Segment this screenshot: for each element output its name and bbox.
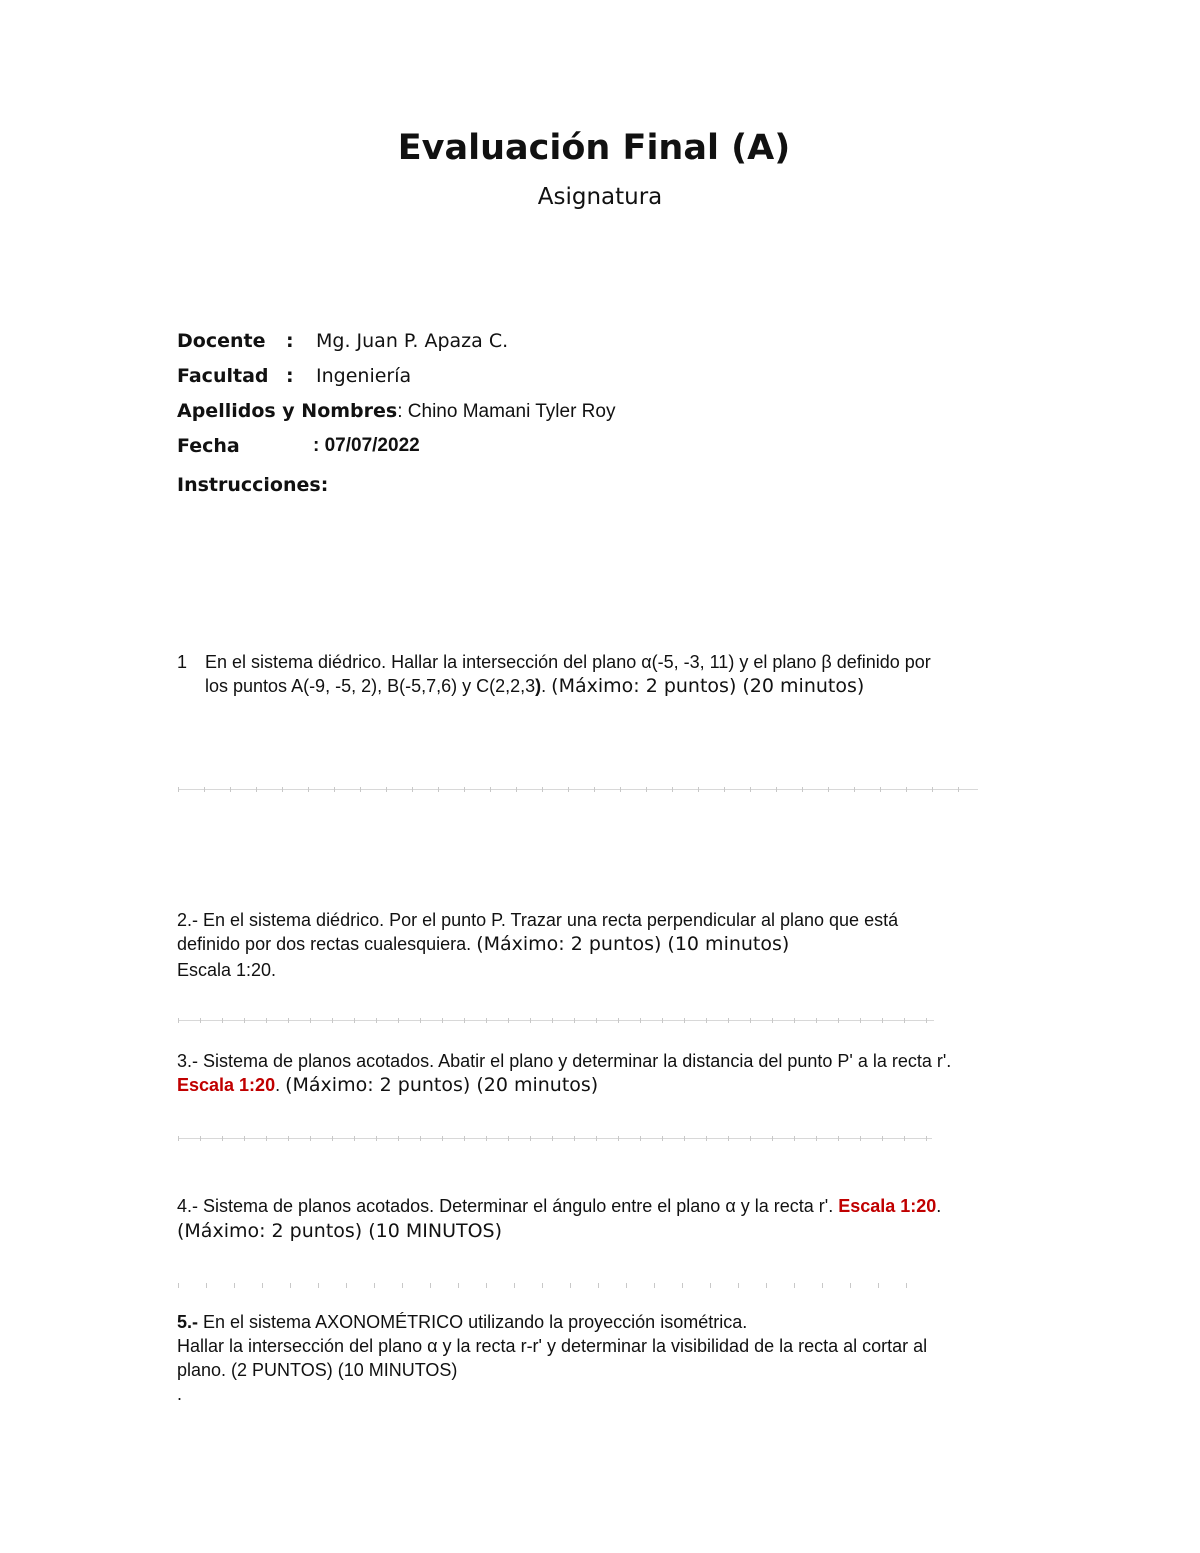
line-tick	[618, 1018, 619, 1023]
facultad-row	[177, 364, 269, 389]
line-tick	[490, 787, 491, 792]
line-tick	[766, 1283, 767, 1288]
line-tick	[860, 1136, 861, 1141]
answer-line	[178, 789, 978, 790]
fecha-row	[177, 434, 240, 459]
line-tick	[230, 787, 231, 792]
line-tick	[508, 1018, 509, 1023]
line-tick	[640, 1018, 641, 1023]
q3-line2: Escala 1:20. (Máximo: 2 puntos) (20 minutos)	[177, 1074, 599, 1096]
line-tick	[828, 787, 829, 792]
q4-scale: Escala 1:20	[838, 1196, 937, 1216]
line-tick	[398, 1018, 399, 1023]
line-tick	[244, 1018, 245, 1023]
line-tick	[906, 787, 907, 792]
line-tick	[596, 1018, 597, 1023]
line-tick	[646, 787, 647, 792]
line-tick	[570, 1283, 571, 1288]
line-tick	[354, 1136, 355, 1141]
line-tick	[438, 787, 439, 792]
line-tick	[442, 1136, 443, 1141]
line-tick	[464, 787, 465, 792]
line-tick	[882, 1136, 883, 1141]
line-tick	[552, 1136, 553, 1141]
line-tick	[724, 787, 725, 792]
line-tick	[412, 787, 413, 792]
line-tick	[838, 1136, 839, 1141]
line-tick	[682, 1283, 683, 1288]
line-tick	[568, 787, 569, 792]
line-tick	[310, 1018, 311, 1023]
line-tick	[244, 1136, 245, 1141]
q2-points: (Máximo: 2 puntos) (10 minutos)	[476, 933, 790, 955]
q1-line1: En el sistema diédrico. Hallar la intersección del plano α(-5, -3, 11) y el plano β definido por	[205, 652, 931, 672]
line-tick	[308, 787, 309, 792]
line-tick	[728, 1136, 729, 1141]
line-tick	[204, 787, 205, 792]
line-tick	[880, 787, 881, 792]
line-tick	[794, 1283, 795, 1288]
fecha-value: : 07/07/2022	[313, 435, 420, 456]
line-tick	[750, 1018, 751, 1023]
line-tick	[904, 1018, 905, 1023]
instrucciones-heading: Instrucciones:	[177, 474, 329, 496]
line-tick	[710, 1283, 711, 1288]
q4-points: (Máximo: 2 puntos) (10 MINUTOS)	[177, 1220, 503, 1242]
line-tick	[738, 1283, 739, 1288]
line-tick	[386, 787, 387, 792]
document-title: Evaluación Final (A)	[397, 128, 791, 168]
apellidos-row	[177, 399, 615, 424]
line-tick	[620, 787, 621, 792]
line-tick	[530, 1136, 531, 1141]
line-tick	[662, 1018, 663, 1023]
line-tick	[684, 1136, 685, 1141]
line-tick	[458, 1283, 459, 1288]
line-tick	[360, 787, 361, 792]
answer-line	[178, 1138, 932, 1139]
line-tick	[932, 787, 933, 792]
line-tick	[882, 1018, 883, 1023]
q5-line2: Hallar la intersección del plano α y la recta r-r' y determinar la visibilidad de la recta al cortar al	[177, 1336, 928, 1356]
line-tick	[772, 1136, 773, 1141]
line-tick	[486, 1018, 487, 1023]
line-tick	[178, 787, 179, 792]
line-tick	[728, 1018, 729, 1023]
line-tick	[332, 1136, 333, 1141]
line-tick	[420, 1136, 421, 1141]
line-tick	[464, 1136, 465, 1141]
line-tick	[266, 1018, 267, 1023]
line-tick	[346, 1283, 347, 1288]
line-tick	[266, 1136, 267, 1141]
docente-label: Docente	[177, 330, 266, 352]
q3-points: (Máximo: 2 puntos) (20 minutos)	[285, 1074, 599, 1096]
line-tick	[654, 1283, 655, 1288]
line-tick	[508, 1136, 509, 1141]
line-tick	[906, 1283, 907, 1288]
q1-line2: los puntos A(-9, -5, 2), B(-5,7,6) y C(2,2,3). (Máximo: 2 puntos) (20 minutos)	[205, 675, 865, 697]
line-tick	[334, 787, 335, 792]
line-tick	[860, 1018, 861, 1023]
line-tick	[822, 1283, 823, 1288]
line-tick	[698, 787, 699, 792]
line-tick	[672, 787, 673, 792]
line-tick	[598, 1283, 599, 1288]
line-tick	[442, 1018, 443, 1023]
q2-line3: Escala 1:20.	[177, 960, 277, 980]
q5-number: 5.-	[177, 1312, 199, 1332]
q4-line2	[177, 1219, 502, 1243]
facultad-colon: :	[286, 365, 294, 387]
line-tick	[376, 1136, 377, 1141]
line-tick	[926, 1018, 927, 1023]
line-tick	[178, 1283, 179, 1288]
line-tick	[178, 1136, 179, 1141]
line-tick	[200, 1018, 201, 1023]
fecha-label: Fecha	[177, 435, 240, 457]
line-tick	[282, 787, 283, 792]
q1-number: 1	[177, 652, 188, 672]
document-subtitle: Asignatura	[537, 184, 663, 210]
line-tick	[618, 1136, 619, 1141]
line-tick	[262, 1283, 263, 1288]
line-tick	[794, 1018, 795, 1023]
line-tick	[464, 1018, 465, 1023]
line-tick	[850, 1283, 851, 1288]
line-tick	[206, 1283, 207, 1288]
docente-colon: :	[286, 330, 294, 352]
line-tick	[398, 1136, 399, 1141]
q2-line2: definido por dos rectas cualesquiera. (Máximo: 2 puntos) (10 minutos)	[177, 933, 790, 955]
line-tick	[838, 1018, 839, 1023]
q1-points: (Máximo: 2 puntos) (20 minutos)	[551, 675, 865, 697]
line-tick	[816, 1136, 817, 1141]
q3-line1: 3.- Sistema de planos acotados. Abatir el plano y determinar la distancia del punto P' a la recta r'.	[177, 1051, 952, 1071]
line-tick	[420, 1018, 421, 1023]
line-tick	[288, 1136, 289, 1141]
line-tick	[816, 1018, 817, 1023]
docente-value: Mg. Juan P. Apaza C.	[316, 330, 509, 352]
line-tick	[640, 1136, 641, 1141]
line-tick	[256, 787, 257, 792]
line-tick	[288, 1018, 289, 1023]
line-tick	[516, 787, 517, 792]
q2-line1: 2.- En el sistema diédrico. Por el punto P. Trazar una recta perpendicular al plano que está	[177, 910, 899, 930]
line-tick	[290, 1283, 291, 1288]
line-tick	[772, 1018, 773, 1023]
line-tick	[486, 1136, 487, 1141]
line-tick	[750, 787, 751, 792]
line-tick	[530, 1018, 531, 1023]
line-tick	[200, 1136, 201, 1141]
line-tick	[958, 787, 959, 792]
line-tick	[662, 1136, 663, 1141]
line-tick	[402, 1283, 403, 1288]
q5-line1: 5.- En el sistema AXONOMÉTRICO utilizando la proyección isométrica.	[177, 1312, 748, 1332]
line-tick	[750, 1136, 751, 1141]
line-tick	[514, 1283, 515, 1288]
line-tick	[542, 787, 543, 792]
apellidos-label: Apellidos y Nombres	[177, 400, 398, 422]
line-tick	[776, 787, 777, 792]
line-tick	[552, 1018, 553, 1023]
line-tick	[802, 787, 803, 792]
q5-line4: .	[177, 1384, 183, 1404]
q5-line3: plano. (2 PUNTOS) (10 MINUTOS)	[177, 1360, 458, 1380]
line-tick	[430, 1283, 431, 1288]
line-tick	[878, 1283, 879, 1288]
line-tick	[222, 1018, 223, 1023]
line-tick	[310, 1136, 311, 1141]
line-tick	[904, 1136, 905, 1141]
docente-row	[177, 329, 265, 354]
line-tick	[332, 1018, 333, 1023]
line-tick	[684, 1018, 685, 1023]
line-tick	[486, 1283, 487, 1288]
facultad-value: Ingeniería	[316, 365, 412, 387]
apellidos-value: : Chino Mamani Tyler Roy	[397, 401, 616, 422]
line-tick	[542, 1283, 543, 1288]
facultad-label: Facultad	[177, 365, 269, 387]
line-tick	[926, 1136, 927, 1141]
line-tick	[354, 1018, 355, 1023]
line-tick	[794, 1136, 795, 1141]
q3-scale: Escala 1:20	[177, 1075, 276, 1095]
answer-line	[178, 1020, 934, 1021]
line-tick	[374, 1283, 375, 1288]
line-tick	[574, 1136, 575, 1141]
line-tick	[594, 787, 595, 792]
line-tick	[318, 1283, 319, 1288]
line-tick	[626, 1283, 627, 1288]
line-tick	[706, 1136, 707, 1141]
line-tick	[574, 1018, 575, 1023]
line-tick	[222, 1136, 223, 1141]
line-tick	[178, 1018, 179, 1023]
line-tick	[234, 1283, 235, 1288]
q4-line1: 4.- Sistema de planos acotados. Determinar el ángulo entre el plano α y la recta r'. Escala 1:20.	[177, 1196, 942, 1216]
line-tick	[706, 1018, 707, 1023]
line-tick	[596, 1136, 597, 1141]
line-tick	[854, 787, 855, 792]
line-tick	[376, 1018, 377, 1023]
